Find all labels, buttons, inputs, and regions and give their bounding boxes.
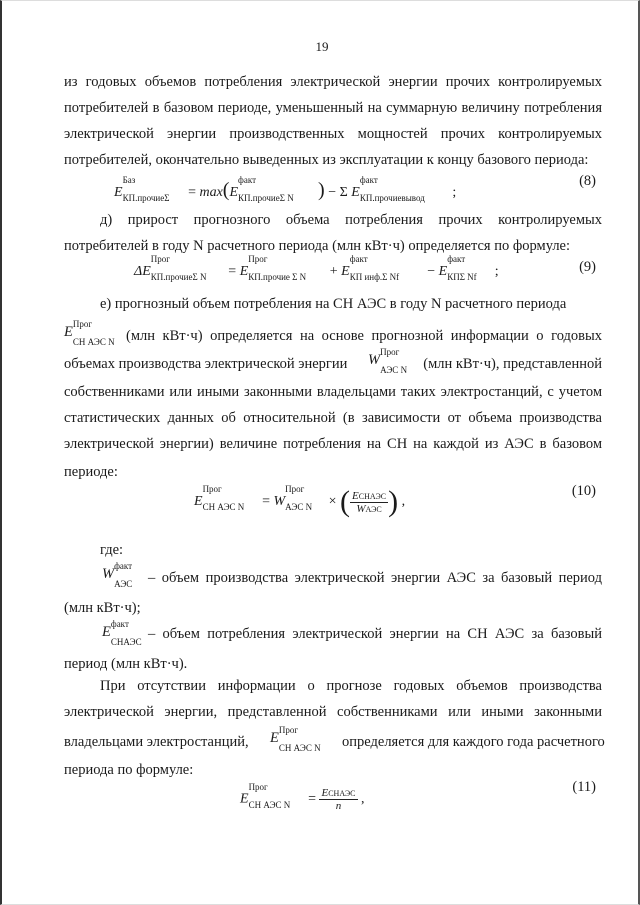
formula-9: ΔE Прог КП.прочиеΣ N = E Прог КП.прочие Σ N + E факт КП инф.Σ Nf − E факт КПΣ Nf ;	[134, 254, 499, 282]
text-line: определяется для каждого года расчетного	[342, 734, 605, 750]
text-line: статистических данных об относительной (в зависимости от объема производства	[64, 410, 602, 426]
inline-formula: E факт СНАЭС	[102, 618, 142, 647]
text-line: потребителей, окончательно выведенных из эксплуатации к концу базового периода:	[64, 152, 589, 168]
text-line-with-formula: E Прог СН АЭС N	[64, 318, 115, 347]
equation-number-8: (8)	[579, 173, 596, 189]
text-line: При отсутствии информации о прогнозе годовых объемов производства	[100, 678, 602, 694]
text-line: владельцами электростанций,	[64, 734, 249, 750]
text-line: из годовых объемов потребления электрической энергии прочих контролируемых	[64, 74, 602, 90]
equation-number-11: (11)	[572, 779, 596, 795]
text-line: электрической энергии) величине потребления на СН на каждой из АЭС в базовом	[64, 436, 602, 452]
text-line: периоде:	[64, 464, 118, 480]
formula-10: E Прог СН АЭС N = W Прог АЭС N × ( $\frac{\text{EСНАЭС}}{\text{WАЭС}}$ ) ,	[194, 484, 406, 518]
text-line: периода по формуле:	[64, 762, 194, 778]
text-line: е) прогнозный объем потребления на СН АЭС в году N расчетного периода	[100, 296, 567, 312]
formula-8: E Баз КП.прочиеΣ = max(E факт КП.прочиеΣ N ) − Σ E факт КП.прочиевывод ;	[114, 174, 457, 203]
text-line: собственниками или иными законными владельцами таких электростанций, с учетом	[64, 384, 602, 400]
text-line: период (млн кВт·ч).	[64, 656, 188, 672]
text-line: где:	[100, 542, 124, 558]
text-line: объемах производства электрической энергии	[64, 356, 348, 372]
equation-number-10: (10)	[571, 483, 596, 499]
text-line: электрической энергии производственных мощностей прочих контролируемых	[64, 126, 602, 142]
inline-formula: W Прог АЭС N	[368, 346, 408, 375]
text-line: электрической энергии, представленной собственниками или иными законными	[64, 704, 602, 720]
inline-formula: W факт АЭС	[102, 560, 133, 589]
text-line: д) прирост прогнозного объема потребления прочих контролируемых	[100, 212, 602, 228]
text-line: (млн кВт·ч);	[64, 600, 141, 616]
page-number: 19	[315, 39, 329, 54]
text-line: потребителей в году N расчетного периода (млн кВт·ч) определяется по формуле:	[64, 238, 571, 254]
text-line: – объем производства электрической энергии АЭС за базовый период	[148, 570, 602, 586]
text-line: потребителей в базовом периоде, уменьшенный на суммарную величину потребления	[64, 100, 602, 116]
equation-number-9: (9)	[579, 259, 596, 275]
inline-formula: E Прог СН АЭС N	[270, 724, 321, 753]
text-line: (млн кВт·ч), представленной	[423, 356, 602, 372]
text-line: (млн кВт·ч) определяется на основе прогнозной информации о годовых	[126, 328, 602, 344]
formula-11: E Прог СН АЭС N = $\frac{\text{EСНАЭС}}{n}$ ,	[240, 781, 365, 812]
text-line: – объем потребления электрической энергии на СН АЭС за базовый	[148, 626, 602, 642]
